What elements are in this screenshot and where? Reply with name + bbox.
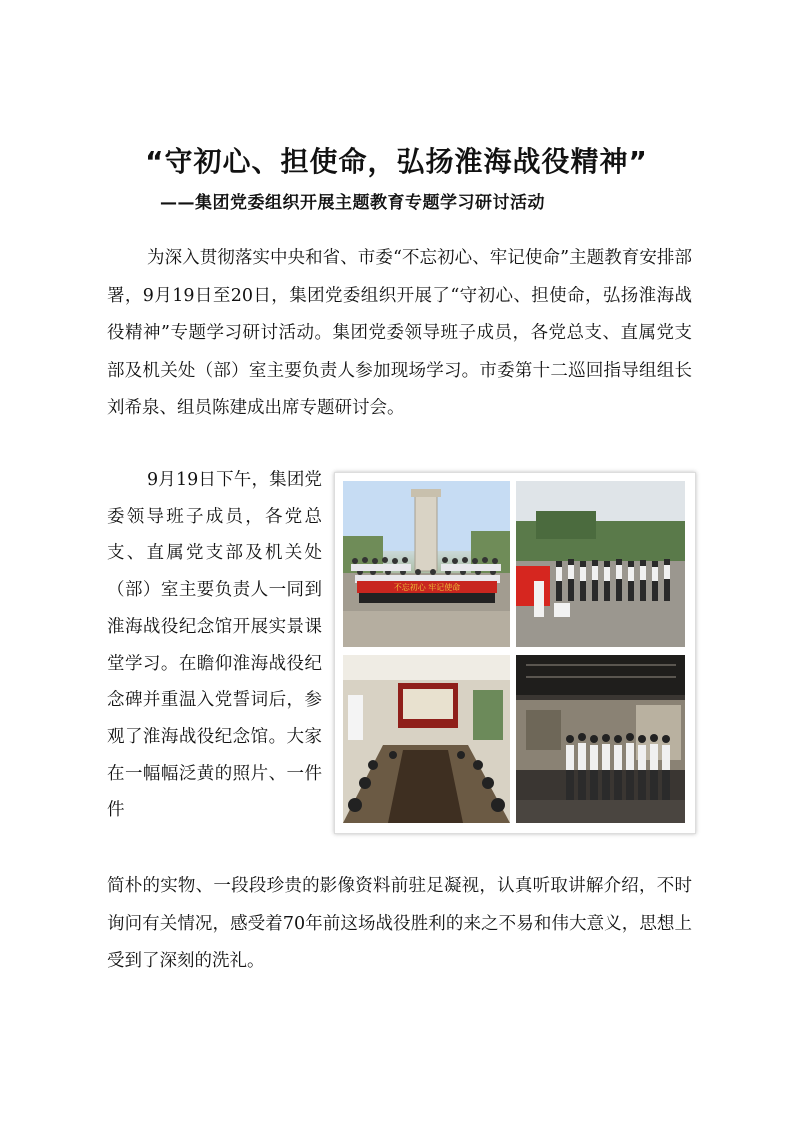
article-title: “守初心、担使命，弘扬淮海战役精神” [145, 145, 648, 178]
paragraph-reflection: 简朴的实物、一段段珍贵的影像资料前驻足凝视，认真听取讲解介绍，不时询问有关情况，感受着70年前这场战役胜利的来之不易和伟大意义，思想上受到了深刻的洗礼。 [107, 876, 692, 971]
paragraph-visit: 9月19日下午，集团党委领导班子成员，各党总支、直属党支部及机关处（部）室主要负责人一同到淮海战役纪念馆开展实景课堂学习。在瞻仰淮海战役纪念碑并重温入党誓词后，参观了淮海战役纪念馆。大家在一幅幅泛黄的照片、一件件 [107, 470, 322, 821]
photo-monument-group [343, 481, 510, 647]
paragraph-intro: 为深入贯彻落实中央和省、市委“不忘初心、牢记使命”主题教育安排部署，9月19日至20日，集团党委组织开展了“守初心、担使命，弘扬淮海战役精神”专题学习研讨活动。集团党委领导班子成员，各党总支、直属党支部及机关处（部）室主要负责人参加现场学习。市委第十二巡回指导组组长刘希泉、组员陈建成出席专题研讨会。 [107, 248, 692, 418]
photo-oath-ceremony [516, 481, 685, 647]
article-subtitle: ——集团党委组织开展主题教育专题学习研讨活动 [160, 193, 545, 213]
photo-meeting-room [343, 655, 510, 823]
photo-museum-visit [516, 655, 685, 823]
photo-collage [334, 472, 696, 834]
photo-banner-text: 不忘初心 牢记使命 [393, 583, 461, 592]
